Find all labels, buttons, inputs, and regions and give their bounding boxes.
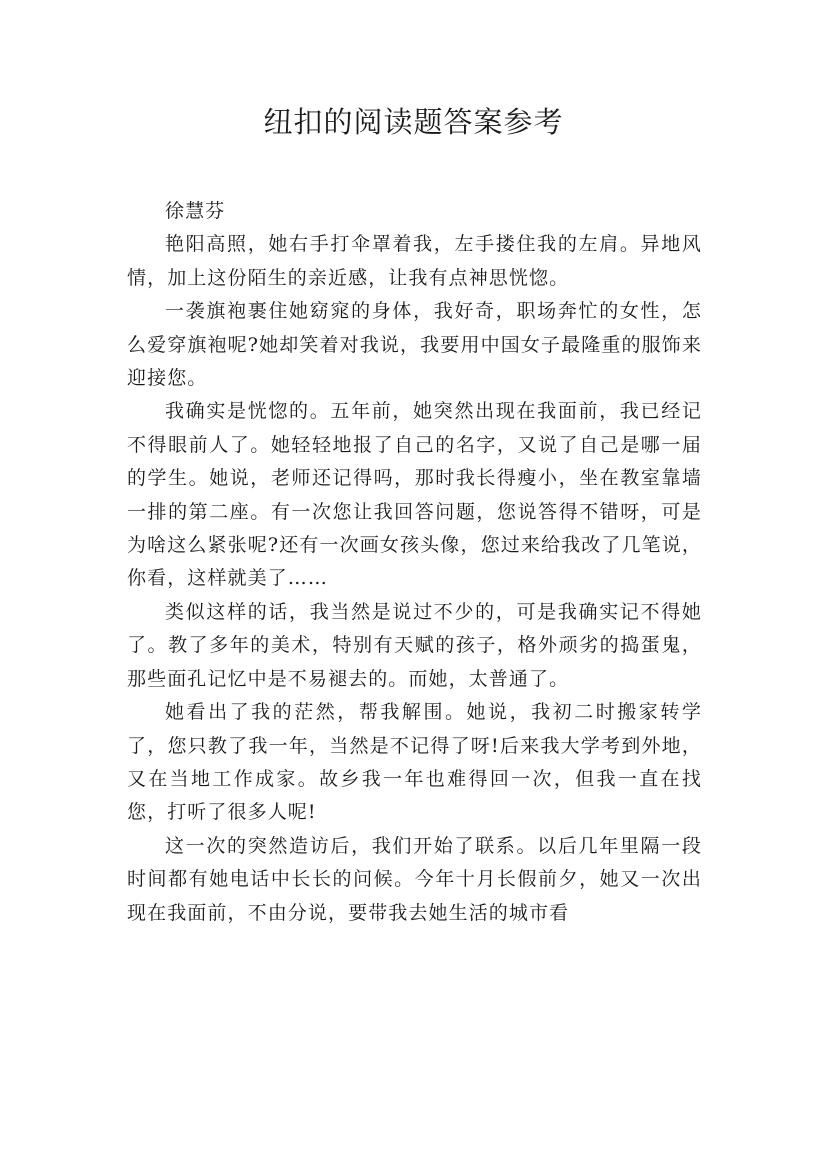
paragraph: 我确实是恍惚的。五年前，她突然出现在我面前，我已经记不得眼前人了。她轻轻地报了自己的名字，又说了自己是哪一届的学生。她说，老师还记得吗，那时我长得瘦小，坐在教室靠墙一排的第二座。有一次您让我回答问题，您说答得不错呀，可是为啥这么紧张呢?还有一次画女孩头像，您过来给我改了几笔说，你看，这样就美了…… <box>127 400 702 590</box>
paragraph: 艳阳高照，她右手打伞罩着我，左手搂住我的左肩。异地风情，加上这份陌生的亲近感，让我有点神思恍惚。 <box>127 233 702 289</box>
author-line: 徐慧芬 <box>165 200 226 222</box>
document-body <box>127 195 702 930</box>
paragraph: 类似这样的话，我当然是说过不少的，可是我确实记不得她了。教了多年的美术，特别有天赋的孩子，格外顽劣的捣蛋鬼，那些面孔记忆中是不易褪去的。而她，太普通了。 <box>127 600 702 690</box>
paragraph: 一袭旗袍裹住她窈窕的身体，我好奇，职场奔忙的女性，怎么爱穿旗袍呢?她却笑着对我说，我要用中国女子最隆重的服饰来迎接您。 <box>127 300 702 390</box>
paragraph: 她看出了我的茫然，帮我解围。她说，我初二时搬家转学了，您只教了我一年，当然是不记得了呀!后来我大学考到外地，又在当地工作成家。故乡我一年也难得回一次，但我一直在找您，打听了很多人呢! <box>127 701 702 824</box>
document-title: 纽扣的阅读题答案参考 <box>263 105 564 139</box>
paragraph: 这一次的突然造访后，我们开始了联系。以后几年里隔一段时间都有她电话中长长的问候。今年十月长假前夕，她又一次出现在我面前，不由分说，要带我去她生活的城市看 <box>127 834 702 924</box>
